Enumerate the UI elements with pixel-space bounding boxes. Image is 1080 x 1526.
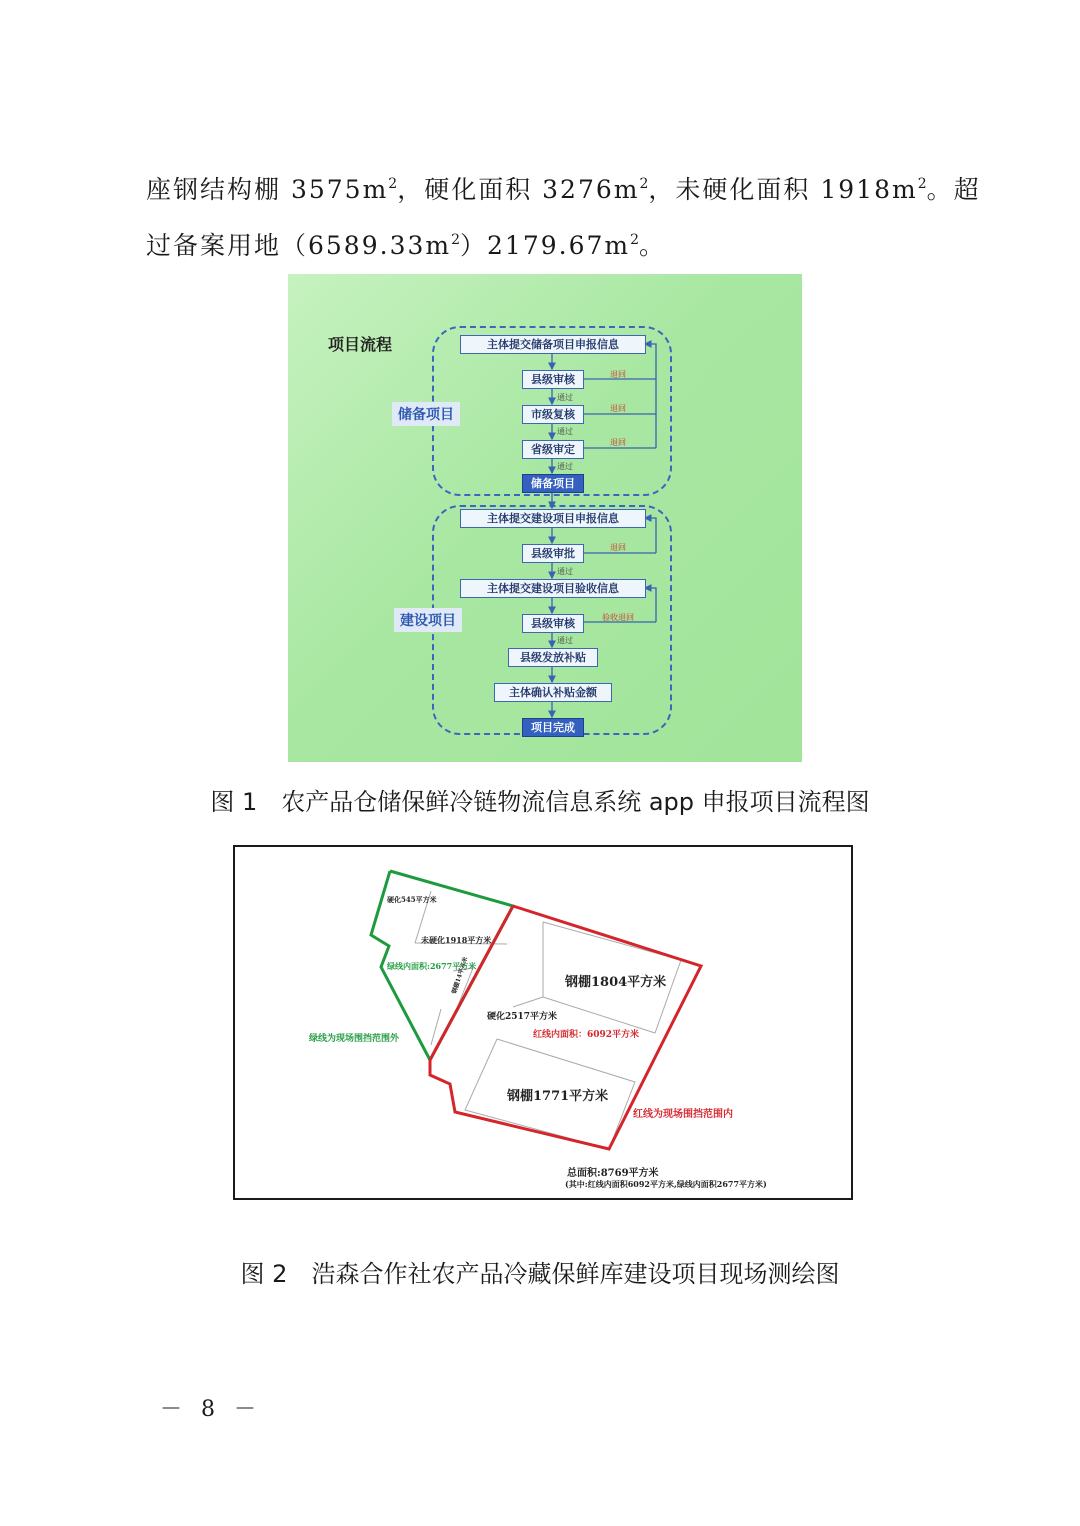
flowchart-figure (288, 274, 802, 762)
label-hardened-545: 硬化545平方米 (387, 895, 437, 904)
para-text: ，未硬化面积 1918m (648, 175, 918, 204)
pass-label: 通过 (557, 462, 573, 471)
superscript: 2 (917, 176, 927, 192)
figure1-caption: 图 1 农产品仓储保鲜冷链物流信息系统 app 申报项目流程图 (210, 788, 870, 816)
label-green-area: 绿线内面积:2677平方米 (387, 961, 477, 971)
superscript: 2 (451, 232, 461, 248)
return-label: 退回 (610, 543, 626, 552)
acceptance-return-label: 验收退回 (602, 613, 634, 622)
label-total-area: 总面积:8769平方米 (567, 1168, 659, 1179)
label-green-note: 绿线为现场围挡范围外 (309, 1034, 400, 1044)
step-project-complete: 项目完成 (522, 718, 584, 737)
para-text: 过备案用地（6589.33m (146, 231, 452, 260)
step-submit-construction-info: 主体提交建设项目申报信息 (460, 509, 646, 528)
para-text: ，硬化面积 3276m (397, 175, 640, 204)
pass-label: 通过 (557, 567, 573, 576)
superscript: 2 (388, 176, 398, 192)
step-submit-reserve-info: 主体提交储备项目申报信息 (460, 335, 646, 354)
pass-label: 通过 (557, 636, 573, 645)
label-red-area: 红线内面积：6092平方米 (533, 1030, 640, 1040)
step-confirm-subsidy: 主体确认补贴金额 (494, 683, 612, 702)
step-province-approve: 省级审定 (522, 440, 584, 459)
return-label: 退回 (610, 438, 626, 447)
flowchart-title: 项目流程 (328, 335, 393, 354)
label-red-note: 红线为现场围挡范围内 (633, 1109, 733, 1120)
paragraph-line-2 (146, 226, 666, 262)
site-map-drawing (235, 847, 855, 1202)
para-text: ）2179.67m (460, 231, 631, 260)
step-city-recheck: 市级复核 (522, 405, 584, 424)
step-county-review-2: 县级审核 (522, 614, 584, 633)
pass-label: 通过 (557, 393, 573, 402)
return-label: 退回 (610, 404, 626, 413)
construction-group-label: 建设项目 (394, 608, 462, 632)
label-total-detail: (其中:红线内面积6092平方米,绿线内面积2677平方米) (565, 1179, 767, 1189)
para-text: 。超 (926, 175, 981, 204)
para-text: 座钢结构棚 3575m (146, 175, 389, 204)
step-county-subsidy: 县级发放补贴 (508, 648, 598, 667)
label-hardened-2517: 硬化2517平方米 (487, 1012, 558, 1022)
paragraph-line-1 (146, 170, 981, 206)
pass-label: 通过 (557, 427, 573, 436)
para-text: 。 (639, 231, 667, 260)
label-shed-1804: 钢棚1804平方米 (565, 975, 667, 990)
figure2-caption: 图 2 浩森合作社农产品冷藏保鲜库建设项目现场测绘图 (240, 1260, 840, 1288)
step-reserve-project: 储备项目 (522, 474, 584, 493)
superscript: 2 (630, 232, 640, 248)
page-number: － 8 － (160, 1397, 262, 1422)
label-small-shed: 钢棚14平方米 (450, 956, 470, 995)
label-shed-1771: 钢棚1771平方米 (507, 1089, 609, 1104)
superscript: 2 (639, 176, 649, 192)
step-county-approval: 县级审批 (522, 544, 584, 563)
step-county-review: 县级审核 (522, 370, 584, 389)
label-unhardened-1918: 未硬化1918平方米 (421, 935, 492, 945)
return-label: 退回 (610, 370, 626, 379)
step-submit-acceptance-info: 主体提交建设项目验收信息 (460, 579, 646, 598)
site-map-figure (233, 845, 853, 1200)
reserve-group-label: 储备项目 (392, 402, 460, 426)
